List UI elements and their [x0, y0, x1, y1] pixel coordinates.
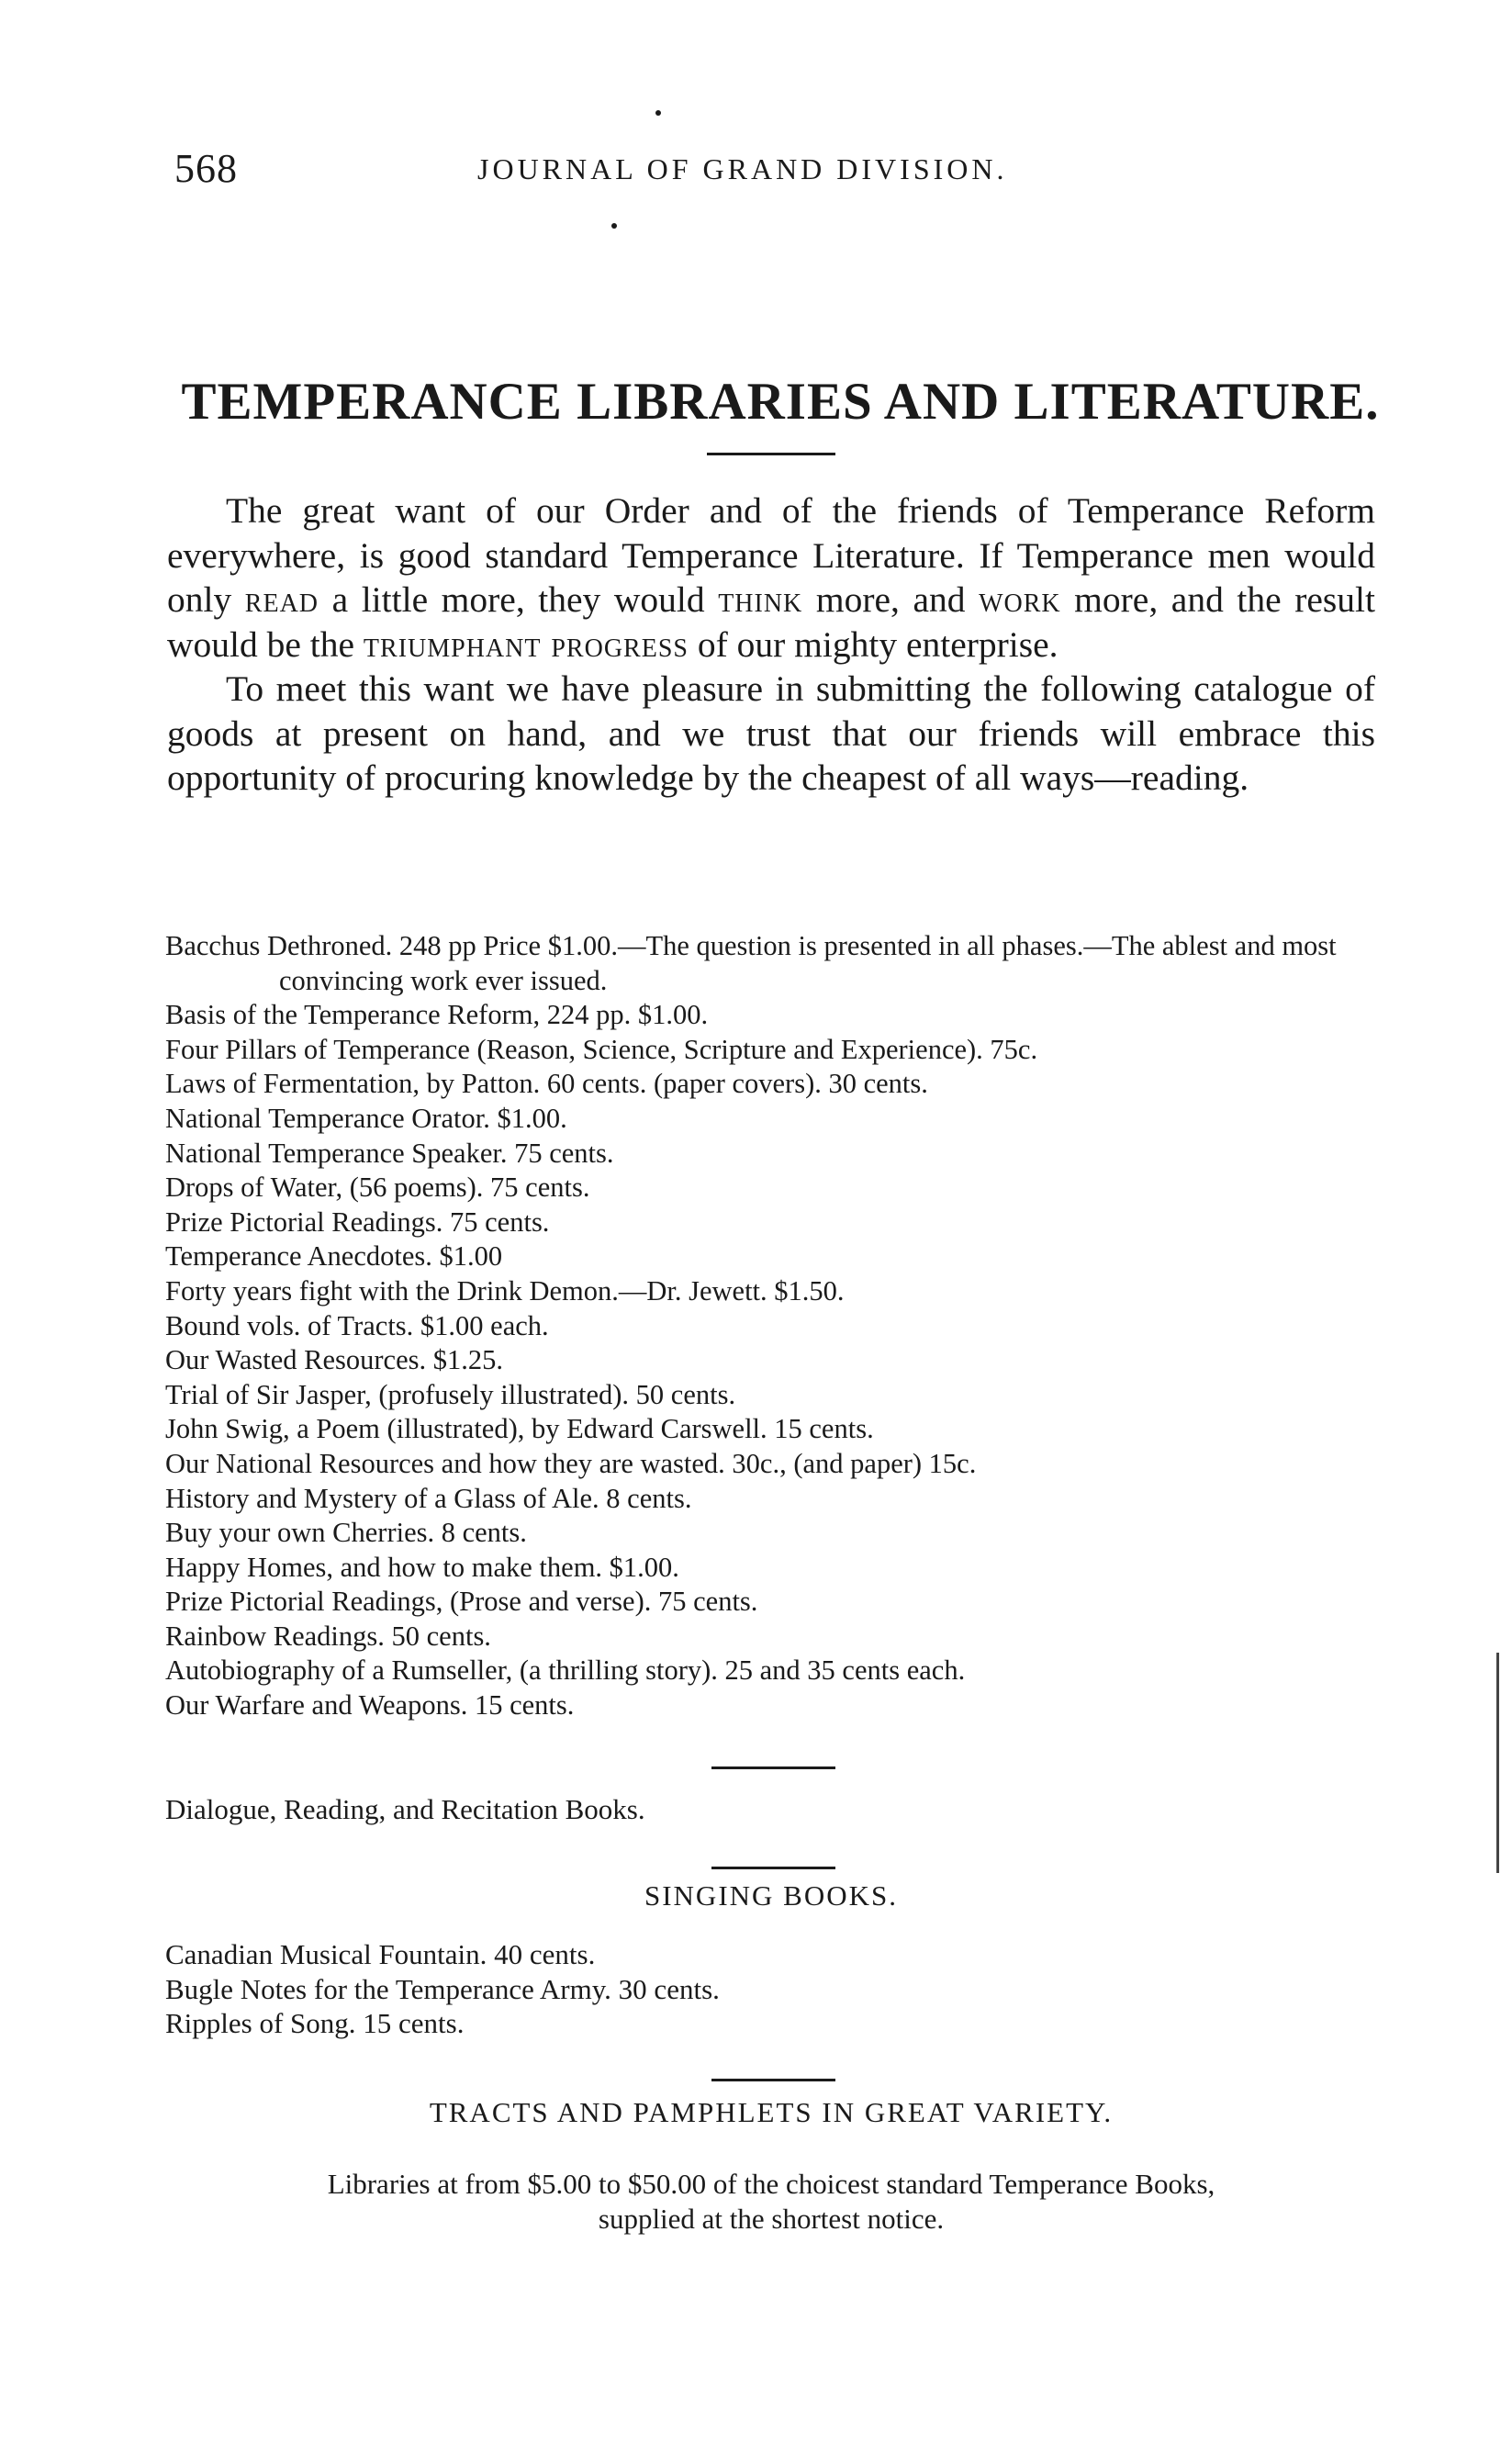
catalogue-item: Prize Pictorial Readings. 75 cents.: [165, 1206, 550, 1238]
libraries-notice: [165, 2167, 1377, 2237]
libraries-line-1: Libraries at from $5.00 to $50.00 of the choicest standard Temperance Books,: [327, 2168, 1215, 2200]
dialogue-books-line: Dialogue, Reading, and Recitation Books.: [165, 1793, 645, 1825]
singing-book-item: Canadian Musical Fountain. 40 cents.: [165, 1938, 596, 1970]
catalogue-item: Drops of Water, (56 poems). 75 cents.: [165, 1172, 590, 1204]
catalogue-item: Bacchus Dethroned. 248 pp Price $1.00.—The question is presented in all phases.—The ablest and most convincing work ever issued.: [165, 930, 1337, 996]
intro-text: [167, 488, 1375, 801]
catalogue-item: National Temperance Orator. $1.00.: [165, 1102, 567, 1134]
catalogue-item: Our National Resources and how they are wasted. 30c., (and paper) 15c.: [165, 1447, 977, 1479]
catalogue-item: Forty years fight with the Drink Demon.—Dr. Jewett. $1.50.: [165, 1274, 845, 1307]
section-rule: [711, 2079, 835, 2081]
catalogue-item: Autobiography of a Rumseller, (a thrilling story). 25 and 35 cents each.: [165, 1654, 966, 1687]
singing-book-item: Bugle Notes for the Temperance Army. 30 cents.: [165, 1972, 720, 2005]
catalogue-item: History and Mystery of a Glass of Ale. 8 cents.: [165, 1482, 692, 1514]
catalogue-item: Our Wasted Resources. $1.25.: [165, 1344, 503, 1376]
section-rule: [711, 1867, 835, 1869]
print-speck: [611, 223, 617, 229]
libraries-line-2: supplied at the shortest notice.: [598, 2203, 945, 2235]
catalogue-item: John Swig, a Poem (illustrated), by Edward Carswell. 15 cents.: [165, 1413, 874, 1445]
catalogue-item: Trial of Sir Jasper, (profusely illustrated). 50 cents.: [165, 1378, 736, 1410]
emphasis-work: work: [979, 579, 1061, 620]
catalogue-item: Basis of the Temperance Reform, 224 pp. $1.00.: [165, 999, 709, 1031]
section-rule: [711, 1766, 835, 1769]
title-rule: [707, 453, 835, 455]
catalogue-item: Bound vols. of Tracts. $1.00 each.: [165, 1309, 549, 1341]
page-number: 568: [174, 146, 238, 191]
catalogue-item: National Temperance Speaker. 75 cents.: [165, 1137, 614, 1169]
emphasis-think: think: [718, 579, 803, 620]
intro-paragraph-2: To meet this want we have pleasure in submitting the following catalogue of goods at present on hand, and we trust that our friends will embrace this opportunity of procuring knowledge by the cheapest of all ways—reading.: [167, 668, 1375, 798]
catalogue-item: Four Pillars of Temperance (Reason, Science, Scripture and Experience). 75c.: [165, 1033, 1038, 1065]
emphasis-triumphant-progress: triumphant progress: [363, 623, 689, 665]
catalogue-item: Our Warfare and Weapons. 15 cents.: [165, 1689, 575, 1722]
intro-paragraph-1: The great want of our Order and of the friends of Temperance Reform everywhere, is good standard Temperance Literature. If Temperance men would only read a little more, they would think more, and work more, and the result would be the triumphant progress of our mighty enterprise.: [167, 490, 1375, 665]
catalogue-item: Happy Homes, and how to make them. $1.00.: [165, 1551, 679, 1583]
catalogue-item: Temperance Anecdotes. $1.00: [165, 1240, 503, 1273]
running-head: JOURNAL OF GRAND DIVISION.: [477, 152, 1008, 185]
catalogue-list: [165, 929, 1377, 1723]
emphasis-read: read: [244, 579, 319, 620]
singing-book-item: Ripples of Song. 15 cents.: [165, 2007, 465, 2040]
scan-edge-mark: [1496, 1653, 1499, 1873]
catalogue-item: Laws of Fermentation, by Patton. 60 cents. (paper covers). 30 cents.: [165, 1068, 928, 1100]
catalogue-item: Rainbow Readings. 50 cents.: [165, 1620, 491, 1652]
catalogue-item: Prize Pictorial Readings, (Prose and verse). 75 cents.: [165, 1586, 758, 1618]
print-speck: [655, 110, 661, 116]
article-title: TEMPERANCE LIBRARIES AND LITERATURE.: [181, 373, 1380, 431]
tracts-heading: TRACTS AND PAMPHLETS IN GREAT VARIETY.: [429, 2096, 1114, 2128]
catalogue-item: Buy your own Cherries. 8 cents.: [165, 1517, 527, 1549]
singing-books-heading: SINGING BOOKS.: [644, 1879, 898, 1912]
page-header: [174, 145, 1377, 191]
singing-books-list: [165, 1937, 720, 2041]
